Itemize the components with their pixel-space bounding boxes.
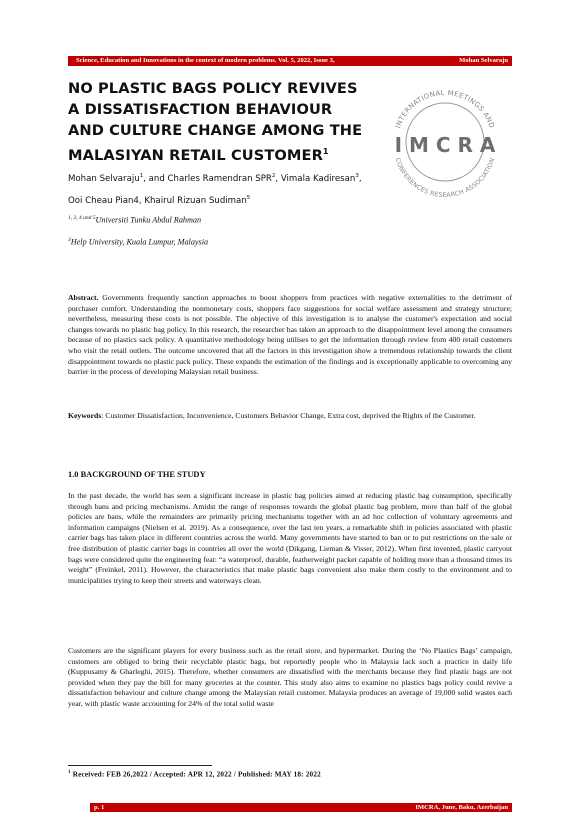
affiliation-2-text: Help University, Kuala Lumpur, Malaysia xyxy=(70,237,209,247)
footnote-text: Received: FEB 26,2022 / Accepted: APR 12, 2022 / Published: MAY 18: 2022 xyxy=(70,770,321,779)
page-footer-bar xyxy=(90,803,512,812)
keywords xyxy=(68,411,512,422)
logo-arc-bottom: CONFERENCES RESEARCH ASSOCIATION xyxy=(393,157,497,200)
affiliation-2-sup: 3 xyxy=(68,237,71,243)
svg-text:CONFERENCES RESEARCH ASSOCIATI xyxy=(394,157,497,199)
author-3-sup: 3 xyxy=(355,173,359,179)
affiliation-1-sup: 1, 2, 4 and 5 xyxy=(68,215,96,221)
imcra-logo xyxy=(380,76,510,206)
footnote-divider xyxy=(68,765,212,766)
author-1-sup: 1 xyxy=(139,173,144,179)
body-paragraph-2: Customers are the significant players for every business such as the retail store, and hypermarket. During the ‘No Plastics Bags’ campaign, customers are obliged to bring their recyclable plastic bags, but reportedly people who in Malaysia lack such a practice in daily life (Kuppusamy & Gharleghi, 2015). Therefore, whether consumers are dissatisfied with the merchants because they find plastic bags are not provided when they pay the bill for many groceries at the counter. This study also aims to examine no plastics bags policy could revive a dissatisfaction behaviour and culture change among the Malaysian retail customer. Malaysia produces an average of 19,000 solid wastes each year, with plastic waste accounting for 24% of the total solid waste xyxy=(68,646,512,708)
affiliation-1 xyxy=(68,215,201,225)
logo-wordmark: I M C R A xyxy=(394,133,496,157)
author-line-1 xyxy=(68,173,362,184)
keywords-text: : Customer Dissatisfaction, Inconvenience, Customers Behavior Change, Extra cost, deprived the Rights of the Customer. xyxy=(101,411,476,420)
header-author: Mohan Selvaraju xyxy=(459,57,508,64)
footer-venue: IMCRA, June, Baku, Azerbaijan xyxy=(415,804,508,811)
page-number: p. 1 xyxy=(94,804,105,811)
paper-title-text: NO PLASTIC BAGS POLICY REVIVES A DISSATISFACTION BEHAVIOUR AND CULTURE CHANGE AMONG THE MALASIYAN RETAIL CUSTOMER xyxy=(68,80,363,164)
svg-text:INTERNATIONAL MEETINGS AND xyxy=(394,89,496,129)
author-line-2 xyxy=(68,195,250,206)
abstract xyxy=(68,293,512,378)
author-2: , and Charles Ramendran SPR xyxy=(143,173,272,184)
authors-line-2-text: Ooi Cheau Pian4, Khairul Rizuan Sudiman xyxy=(68,195,247,206)
journal-citation: Science, Education and Innovations in the context of modern problems. Vol. 5, 2022, Issue 3, xyxy=(76,57,335,64)
affiliation-1-text: Universiti Tunku Abdul Rahman xyxy=(95,215,202,225)
author-5-sup: 5 xyxy=(246,195,251,201)
affiliation-2 xyxy=(68,237,208,247)
abstract-label: Abstract. xyxy=(68,293,99,302)
author-sep: , xyxy=(358,173,362,184)
author-3: , Vimala Kadiresan xyxy=(275,173,356,184)
footnote-mark: 1 xyxy=(68,770,71,775)
keywords-label: Keywords xyxy=(68,411,102,420)
section-heading: 1.0 BACKGROUND OF THE STUDY xyxy=(68,470,206,479)
author-1: Mohan Selvaraju xyxy=(68,173,140,184)
body-paragraph-1: In the past decade, the world has seen a significant increase in plastic bag policies aimed at reducing plastic bag consumption, specifically through bans and pricing mechanisms. Amidst the range of responses towards the global plastic bag problem, more than half of the global policies are bans, while the remainders are primarily pricing mechanisms together with an ad hoc collection of voluntary agreements and information campaigns (Nielsen et al. 2019). As a consequence, over the last ten years, a remarkable shift in policies associated with plastic carrier bags has taken place in different countries across the world. Many governments have started to ban or to put restrictions on the sale or free distribution of plastic carrier bags in countries all over the world (Dikgang, Lieman & Visser, 2012). When first invented, plastic carryout bags were considered quite the engineering feat: “a waterproof, durable, featherweight packet capable of holding more than a thousand times its weight” (Freinkel, 2011). However, the characteristics that make plastic bags convenient also make them costly to the environment and to municipalities trying to keep their streets and waterways clean. xyxy=(68,491,512,585)
abstract-text: Governments frequently sanction approaches to boost shoppers from practices with negative externalities to the detriment of purchaser comfort. Understanding the nonmonetary costs, shoppers face suggestions for social welfare assessment and strategy structure; nevertheless, measuring these costs is not possible. The objective of this investigation is to analyse the customer's expectation and social changes towards no plastic bag policy. In this research, the researcher has taken an approach to the disappointment level among the consumers because of no plastics sack policy. A quantitative methodology being utilises to get the information through review from 400 retail customers who visit the retail outlets. The outcome uncovered that all the factors in this investigation show a tremendous relationship towards the client disappointment towards no plastic pack policy. These expands the estimation of the findings and is exceptionally applicable to overcoming any barrier in the process of developing Malaysian retail business. xyxy=(68,293,512,377)
paper-title xyxy=(68,78,368,166)
title-footnote-mark: 1 xyxy=(322,147,329,156)
author-2-sup: 2 xyxy=(271,173,276,179)
footnote xyxy=(68,770,321,778)
journal-header-bar xyxy=(68,56,512,66)
logo-arc-top: INTERNATIONAL MEETINGS AND xyxy=(394,88,496,130)
